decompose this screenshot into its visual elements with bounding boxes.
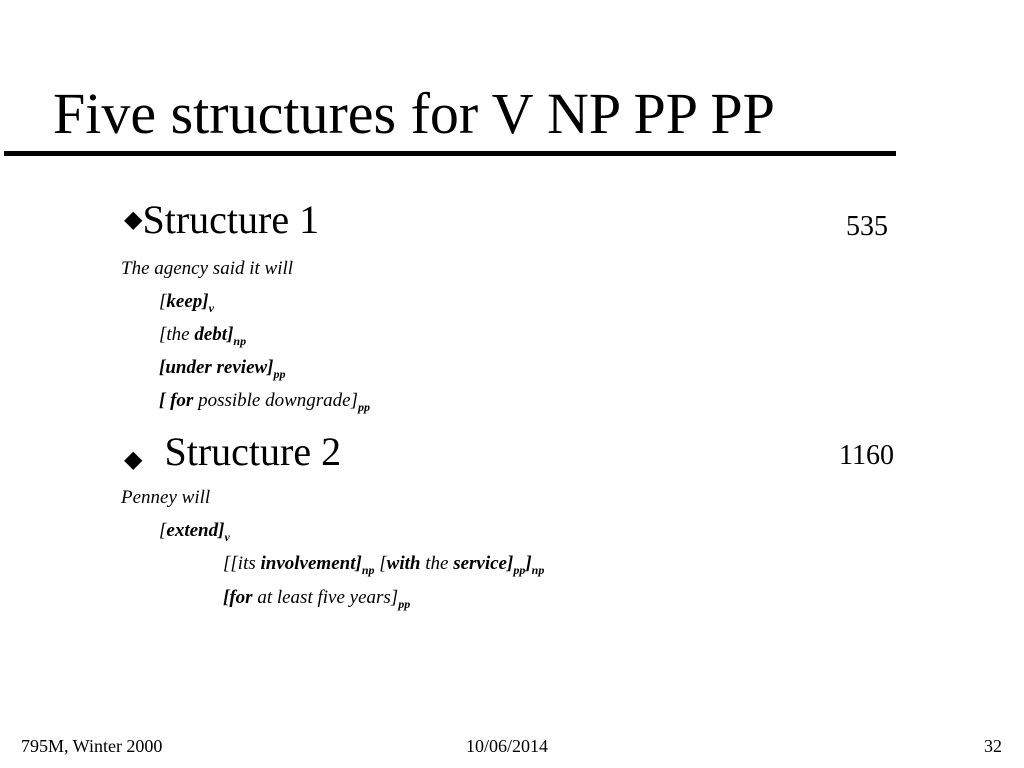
diamond-bullet-icon: ◆ [124, 205, 143, 233]
title-underline [4, 151, 896, 156]
structure-1-verb: $[keep]_v$ [159, 291, 214, 315]
footer-course: 795M, Winter 2000 [21, 736, 163, 756]
structure-1-pp1: [under $review]_{pp}$ [159, 357, 286, 381]
structure-2-pp: [for at least five $years]_{pp}$ [223, 587, 411, 611]
structure-2-heading [124, 428, 341, 481]
structure-1-label: Structure 1 [142, 197, 320, 242]
structure-2-verb: $[extend]_v$ [159, 520, 230, 544]
structure-1-heading [124, 196, 319, 249]
slide-title: Five structures for V NP PP PP [53, 81, 775, 146]
diamond-bullet-icon: ◆ [124, 445, 143, 473]
structure-2-sentence: Penney will [121, 487, 211, 508]
structure-1-np: [the $debt]_{np}$ [159, 324, 247, 348]
footer-date: 10/06/2014 [466, 736, 549, 756]
structure-2-label: Structure 2 [164, 429, 342, 474]
structure-1-count: 535 [846, 211, 888, 242]
structure-1-sentence: The agency said it will [121, 258, 294, 279]
structure-1-pp2: [ for possible $downgrade]_{pp}$ [159, 390, 370, 414]
structure-2-np: [[its $involvement]_{np}$ [with the $service]_{pp}]_{np}$ [223, 553, 545, 577]
structure-2-count: 1160 [839, 440, 894, 471]
footer-page-number: 32 [984, 736, 1002, 756]
